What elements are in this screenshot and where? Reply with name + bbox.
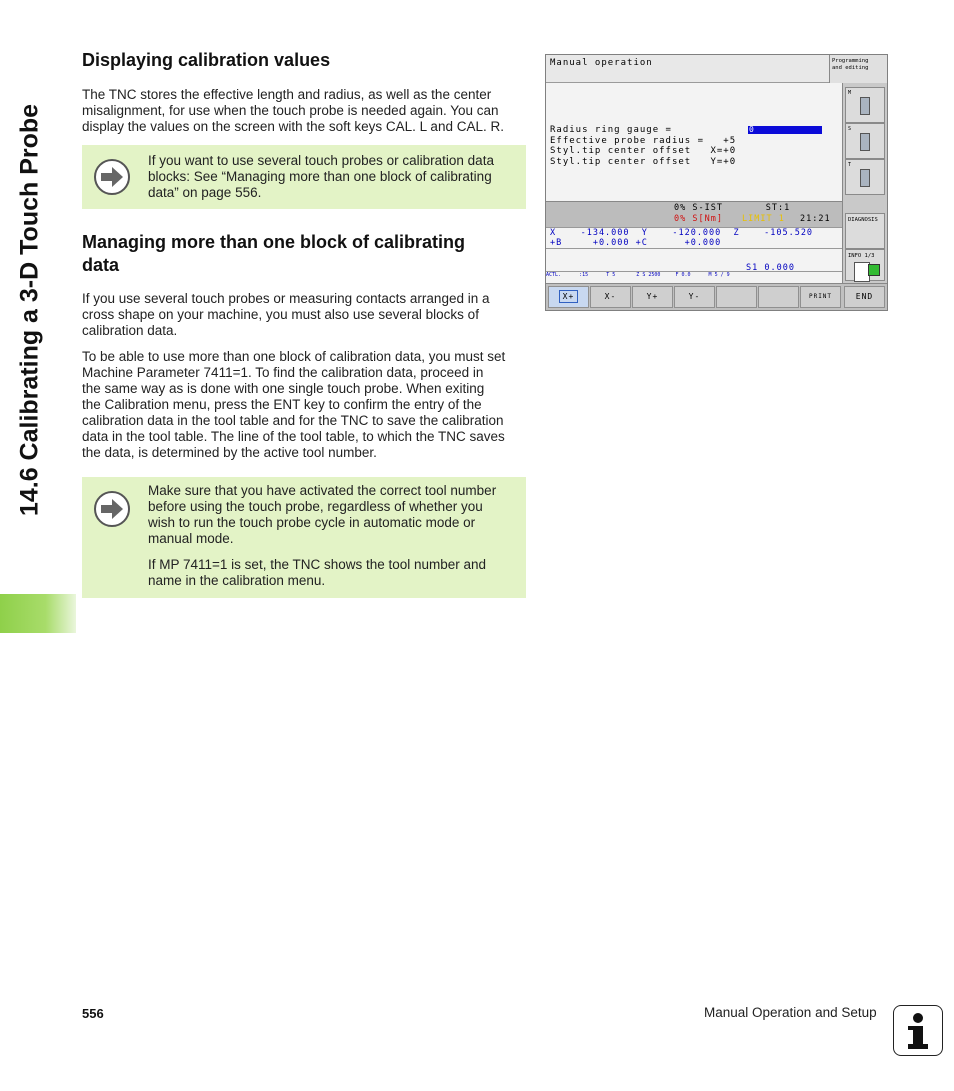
text-line: The TNC stores the effective length and radius, as well as the center <box>82 87 492 102</box>
note-text-1 <box>148 153 518 201</box>
text-line: blocks: See “Managing more than one block of calibrating <box>148 169 492 184</box>
tnc-status-bar <box>546 201 842 227</box>
softkey-end[interactable]: END <box>844 286 885 308</box>
side-key-label: T <box>848 162 852 168</box>
text-line: If MP 7411=1 is set, the TNC shows the tool number and <box>148 557 487 572</box>
tnc-calibration-form <box>546 83 842 201</box>
paragraph-several-probes <box>82 291 528 339</box>
spindle-icon <box>860 133 870 151</box>
arrow-right-icon <box>93 490 131 528</box>
tnc-header <box>546 55 829 83</box>
tnc-mode-title: Manual operation <box>550 58 653 68</box>
text-line: the same way as is done with one single touch probe. When exiting <box>82 381 485 396</box>
side-key-s[interactable] <box>845 123 885 159</box>
tnc-screen-screenshot <box>545 54 888 311</box>
chapter-tab <box>0 594 76 633</box>
tool-icon <box>860 169 870 187</box>
side-key-label: M <box>848 90 852 96</box>
text-line: If you want to use several touch probes or calibration data <box>148 153 494 168</box>
text-line: data” on page 556. <box>148 185 262 200</box>
text-line: manual mode. <box>148 531 234 546</box>
status-time: 21:21 <box>800 214 831 224</box>
tnc-spindle-area <box>546 249 842 283</box>
radius-ring-gauge-input[interactable] <box>748 126 822 134</box>
softkey-x-minus[interactable]: X- <box>590 286 631 308</box>
position-bc: +B +0.000 +C +0.000 <box>550 238 722 248</box>
status-line-1: 0% S-IST ST:1 <box>674 203 791 213</box>
text-line: data in the tool table. The line of the tool table, to which the TNC saves <box>82 429 505 444</box>
text-line: Machine Parameter 7411=1. To find the calibration data, proceed in <box>82 365 484 380</box>
spindle-speed: S1 0.000 <box>746 263 795 273</box>
softkey-x-plus[interactable] <box>548 286 589 308</box>
tnc-position-display <box>546 227 842 249</box>
text-line: misalignment, for use when the touch probe is needed again. You can <box>82 103 499 118</box>
side-key-label: INFO 1/3 <box>848 253 875 259</box>
stylus-offset-x: Styl.tip center offset X=+0 <box>550 146 737 156</box>
softkey-empty-5[interactable] <box>716 286 757 308</box>
heading-displaying-calibration: Displaying calibration values <box>82 50 331 70</box>
side-key-m[interactable] <box>845 87 885 123</box>
mode-line: and editing <box>832 65 869 71</box>
text-line: calibration data in the tool table and for the TNC to save the calibration <box>82 413 504 428</box>
side-chapter-title-text: 14.6 Calibrating a 3-D Touch Probe <box>15 103 44 517</box>
side-key-info[interactable] <box>845 249 885 281</box>
note-box-2 <box>82 477 526 598</box>
text-line: the data, is determined by the active tool number. <box>82 445 377 460</box>
info-icon <box>893 1005 943 1056</box>
machine-icon <box>860 97 870 115</box>
note-text-2b <box>148 557 518 589</box>
radius-ring-gauge-value: 0 <box>749 125 754 134</box>
note-box-1 <box>82 145 526 209</box>
softkey-label: X+ <box>559 290 579 303</box>
heading-managing-blocks <box>82 231 522 277</box>
tnc-secondary-mode <box>829 55 887 83</box>
note-text-2a <box>148 483 518 547</box>
status-torque: 0% S[Nm] <box>674 214 723 224</box>
mode-line: Programming <box>832 58 869 64</box>
position-xyz: X -134.000 Y -120.000 Z -105.520 <box>550 228 814 238</box>
page-number: 556 <box>82 1006 104 1021</box>
info-status-icon <box>868 264 880 276</box>
text-line: calibration data. <box>82 323 178 338</box>
side-chapter-title <box>8 50 52 570</box>
tnc-side-softkeys <box>842 83 887 283</box>
tnc-softkey-row <box>546 283 887 310</box>
text-line: the Calibration menu, press the ENT key to confirm the entry of the <box>82 397 482 412</box>
arrow-right-icon <box>93 158 131 196</box>
text-line: display the values on the screen with the soft keys CAL. L and CAL. R. <box>82 119 504 134</box>
text-line: before using the touch probe, regardless of whether you <box>148 499 483 514</box>
text-line: If you use several touch probes or measuring contacts arranged in a <box>82 291 490 306</box>
softkey-y-minus[interactable]: Y- <box>674 286 715 308</box>
chapter-footer: Manual Operation and Setup <box>704 1005 877 1020</box>
softkey-print[interactable]: PRINT <box>800 286 841 308</box>
status-limit: LIMIT 1 <box>742 214 785 224</box>
side-key-label: DIAGNOSIS <box>848 217 878 223</box>
effective-probe-radius: Effective probe radius = +5 <box>550 136 737 146</box>
text-line: cross shape on your machine, you must also use several blocks of <box>82 307 479 322</box>
radius-ring-gauge-label: Radius ring gauge = <box>550 125 672 135</box>
heading-line: data <box>82 255 120 275</box>
side-key-diagnosis[interactable] <box>845 213 885 249</box>
softkey-y-plus[interactable]: Y+ <box>632 286 673 308</box>
heading-line: Managing more than one block of calibrating <box>82 232 466 252</box>
text-line: wish to run the touch probe cycle in automatic mode or <box>148 515 476 530</box>
side-key-label: S <box>848 126 852 132</box>
text-line: Make sure that you have activated the correct tool number <box>148 483 497 498</box>
text-line: To be able to use more than one block of calibration data, you must set <box>82 349 506 364</box>
stylus-offset-y: Styl.tip center offset Y=+0 <box>550 157 737 167</box>
paragraph-machine-parameter <box>82 349 528 461</box>
text-line: name in the calibration menu. <box>148 573 326 588</box>
paragraph-calibration-values <box>82 87 528 135</box>
tnc-mini-status: ACTL. :15 T 5 Z S 2500 F 0.0 M 5 / 9 <box>546 271 842 280</box>
softkey-empty-6[interactable] <box>758 286 799 308</box>
side-key-t[interactable] <box>845 159 885 195</box>
